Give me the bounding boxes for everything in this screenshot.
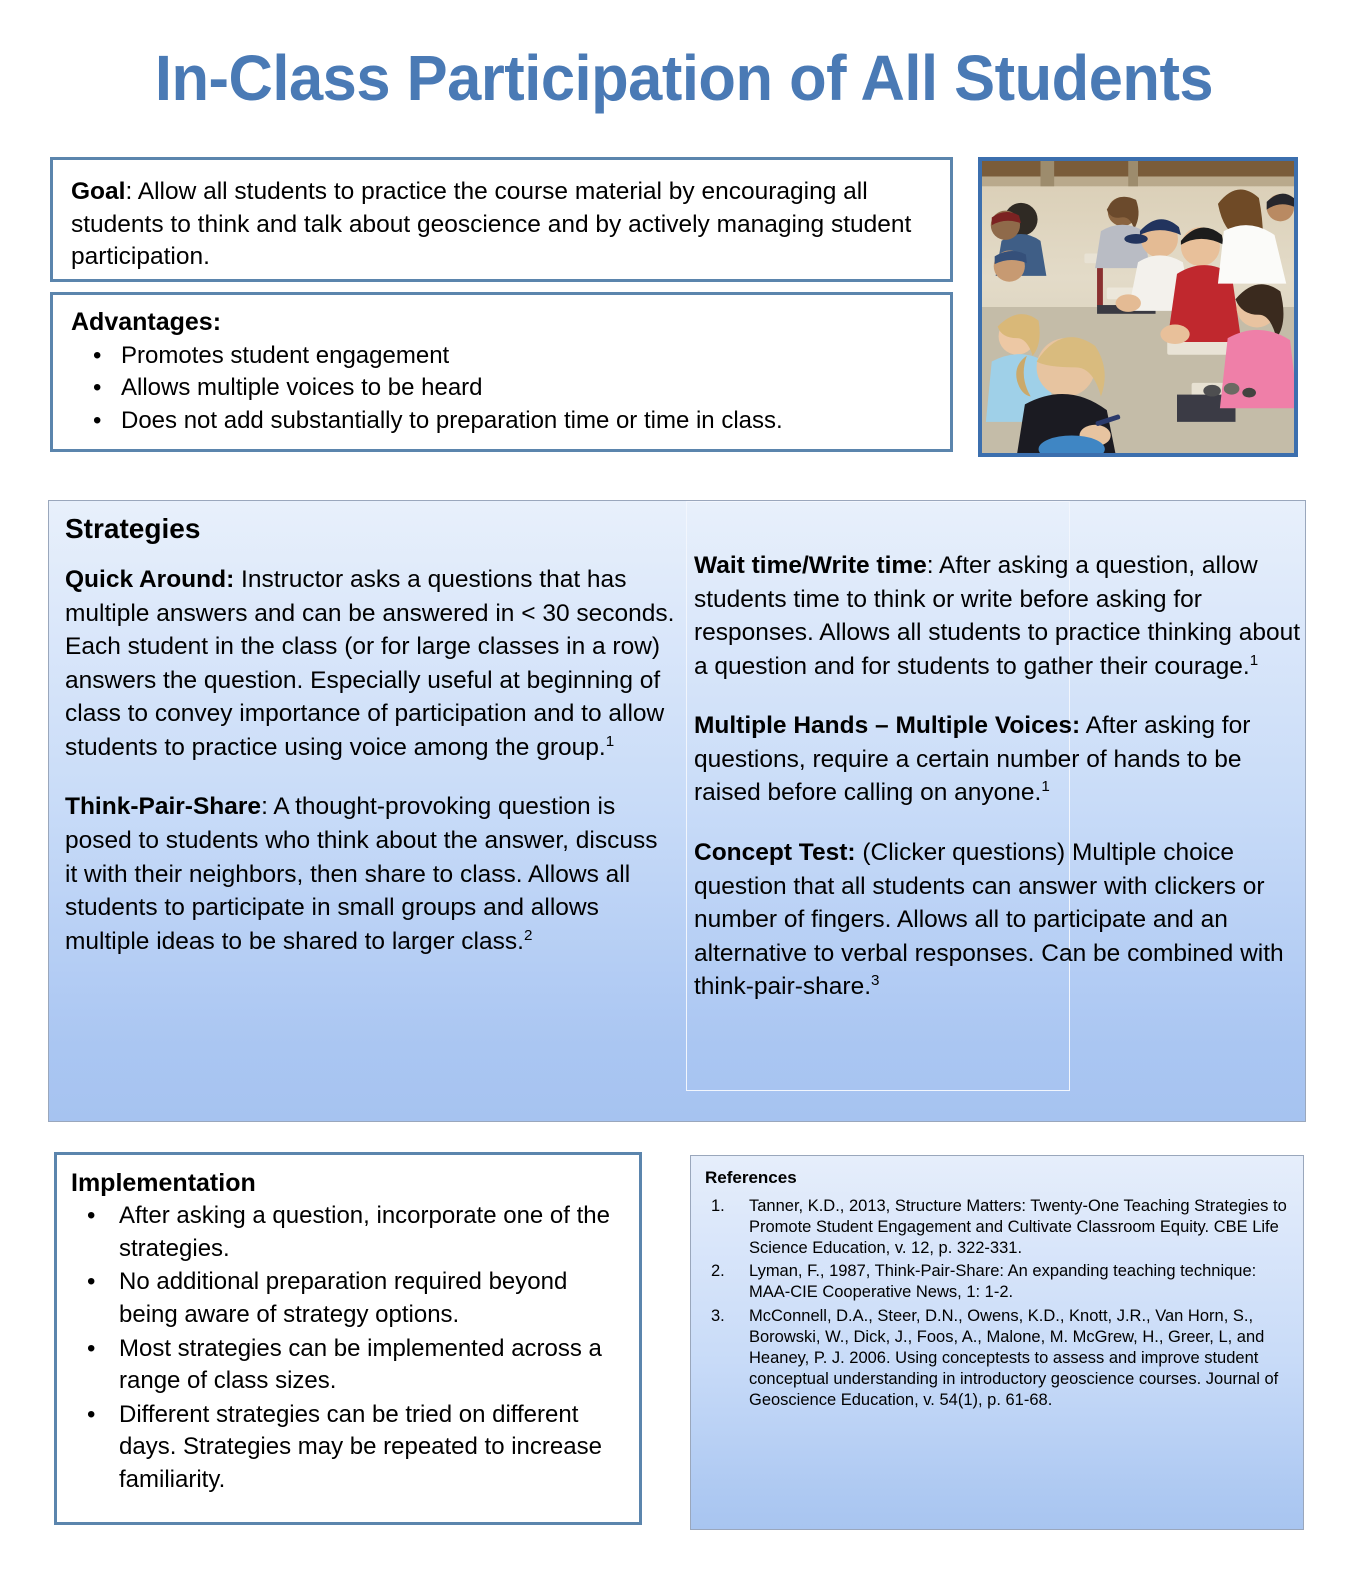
bullet-glyph: • [93, 374, 102, 402]
list-item [71, 1333, 625, 1398]
strategy-citation: 1 [1041, 778, 1050, 796]
strategy-body: (Clicker questions) Multiple choice question that all students can answer with clickers or number of fingers. Allows all to participate and an alternative to verbal responses. Can be combined with think-pair-share. [694, 838, 1284, 1001]
strategy-body: : A thought-provoking question is posed to students who think about the answer, discuss it with their neighbors, then share to class. Allows all students to participate in small groups and allows multiple ideas to be shared to larger class. [65, 793, 658, 955]
advantages-item-text: Allows multiple voices to be heard [121, 374, 483, 402]
strategy-title: Wait time/Write time [694, 552, 927, 579]
list-item [71, 405, 932, 437]
implementation-list [71, 1200, 625, 1497]
reference-text: Lyman, F., 1987, Think-Pair-Share: An expanding teaching technique: MAA-CIE Cooperative News, 1: 1-2. [749, 1262, 1257, 1302]
implementation-item-text: No additional preparation required beyond being aware of strategy options. [119, 1268, 568, 1328]
strategy-body: : After asking a question, allow students time to think or write before asking for responses. Allows all students to practice thinking about a question and for students to gather their courage. [694, 552, 1301, 680]
strategies-heading: Strategies [65, 513, 201, 544]
strategy-title: Concept Test: [694, 838, 856, 866]
page-title: In-Class Participation of All Students [154, 42, 1214, 114]
bullet-glyph: • [87, 1202, 96, 1229]
bullet-glyph: • [93, 342, 102, 369]
bullet-glyph: • [87, 1400, 96, 1428]
bullet-glyph: • [93, 406, 102, 434]
references-list [705, 1196, 1289, 1411]
list-item [71, 372, 932, 404]
strategy-quick-around [65, 563, 675, 764]
list-item [71, 1266, 625, 1331]
strategy-think-pair-share [65, 790, 675, 958]
list-item [705, 1261, 1289, 1303]
classroom-photo [978, 157, 1298, 457]
strategy-title: Multiple Hands – Multiple Voices: [694, 712, 1081, 740]
list-item [71, 1399, 625, 1497]
implementation-item-text: Most strategies can be implemented across a range of class sizes. [119, 1334, 602, 1395]
implementation-heading: Implementation [71, 1169, 256, 1197]
reference-number: 1. [711, 1197, 725, 1215]
advantages-box [50, 292, 953, 452]
strategy-concept-test [694, 836, 1306, 1004]
strategies-column-right [694, 549, 1306, 1004]
strategies-column-left [65, 563, 675, 958]
strategy-citation: 1 [1249, 651, 1259, 669]
advantages-heading: Advantages: [71, 308, 222, 336]
strategy-body: Instructor asks a questions that has multiple answers and can be answered in < 30 seconds. Each student in the class (or for large classes in a row) answers the question. Especially useful at beginning of class to convey importance of participation and to allow students to practice using voice among the group. [65, 566, 675, 761]
strategies-panel [48, 500, 1306, 1122]
list-item [71, 1200, 625, 1265]
implementation-item-text: After asking a question, incorporate one of the strategies. [119, 1202, 610, 1262]
implementation-item-text: Different strategies can be tried on different days. Strategies may be repeated to increase familiarity. [119, 1400, 602, 1493]
advantages-item-text: Does not add substantially to preparation time or time in class. [121, 406, 783, 434]
strategy-citation: 3 [871, 972, 880, 990]
reference-number: 3. [711, 1306, 725, 1325]
reference-text: McConnell, D.A., Steer, D.N., Owens, K.D., Knott, J.R., Van Horn, S., Borowski, W., Dick, J., Foos, A., Malone, M. McGrew, H., Greer, L, and Heaney, P. J. 2006. Using conceptests to assess and improve student conceptual understanding in introductory geoscience courses. Journal of Geoscience Education, v. 54(1), p. 61-68. [749, 1306, 1279, 1409]
strategy-body: After asking for questions, require a certain number of hands to be raised before calling on anyone. [694, 712, 1251, 807]
strategy-title: Quick Around: [65, 566, 235, 593]
list-item [705, 1196, 1289, 1259]
reference-text: Tanner, K.D., 2013, Structure Matters: Twenty-One Teaching Strategies to Promote Student Engagement and Cultivate Classroom Equity. CBE Life Science Education, v. 12, p. 322-331. [749, 1197, 1287, 1258]
strategy-wait-write-time [694, 549, 1306, 683]
goal-body: : Allow all students to practice the course material by encouraging all students to think and talk about geoscience and by actively managing student participation. [71, 178, 912, 271]
goal-label: Goal [71, 178, 126, 205]
goal-text [71, 176, 932, 274]
reference-number: 2. [711, 1262, 725, 1281]
advantages-item-text: Promotes student engagement [121, 342, 450, 369]
classroom-photo-image [982, 161, 1294, 453]
advantages-list [71, 340, 932, 437]
strategy-citation: 1 [605, 732, 615, 750]
strategy-citation: 2 [523, 926, 533, 944]
list-item [71, 340, 932, 372]
goal-box [50, 157, 953, 282]
references-heading: References [705, 1168, 797, 1187]
references-box [690, 1155, 1304, 1530]
strategy-title: Think-Pair-Share [65, 793, 262, 821]
strategy-multiple-hands-voices [694, 709, 1306, 810]
bullet-glyph: • [87, 1334, 96, 1362]
list-item [705, 1306, 1289, 1412]
bullet-glyph: • [87, 1268, 96, 1296]
implementation-box [54, 1152, 642, 1525]
